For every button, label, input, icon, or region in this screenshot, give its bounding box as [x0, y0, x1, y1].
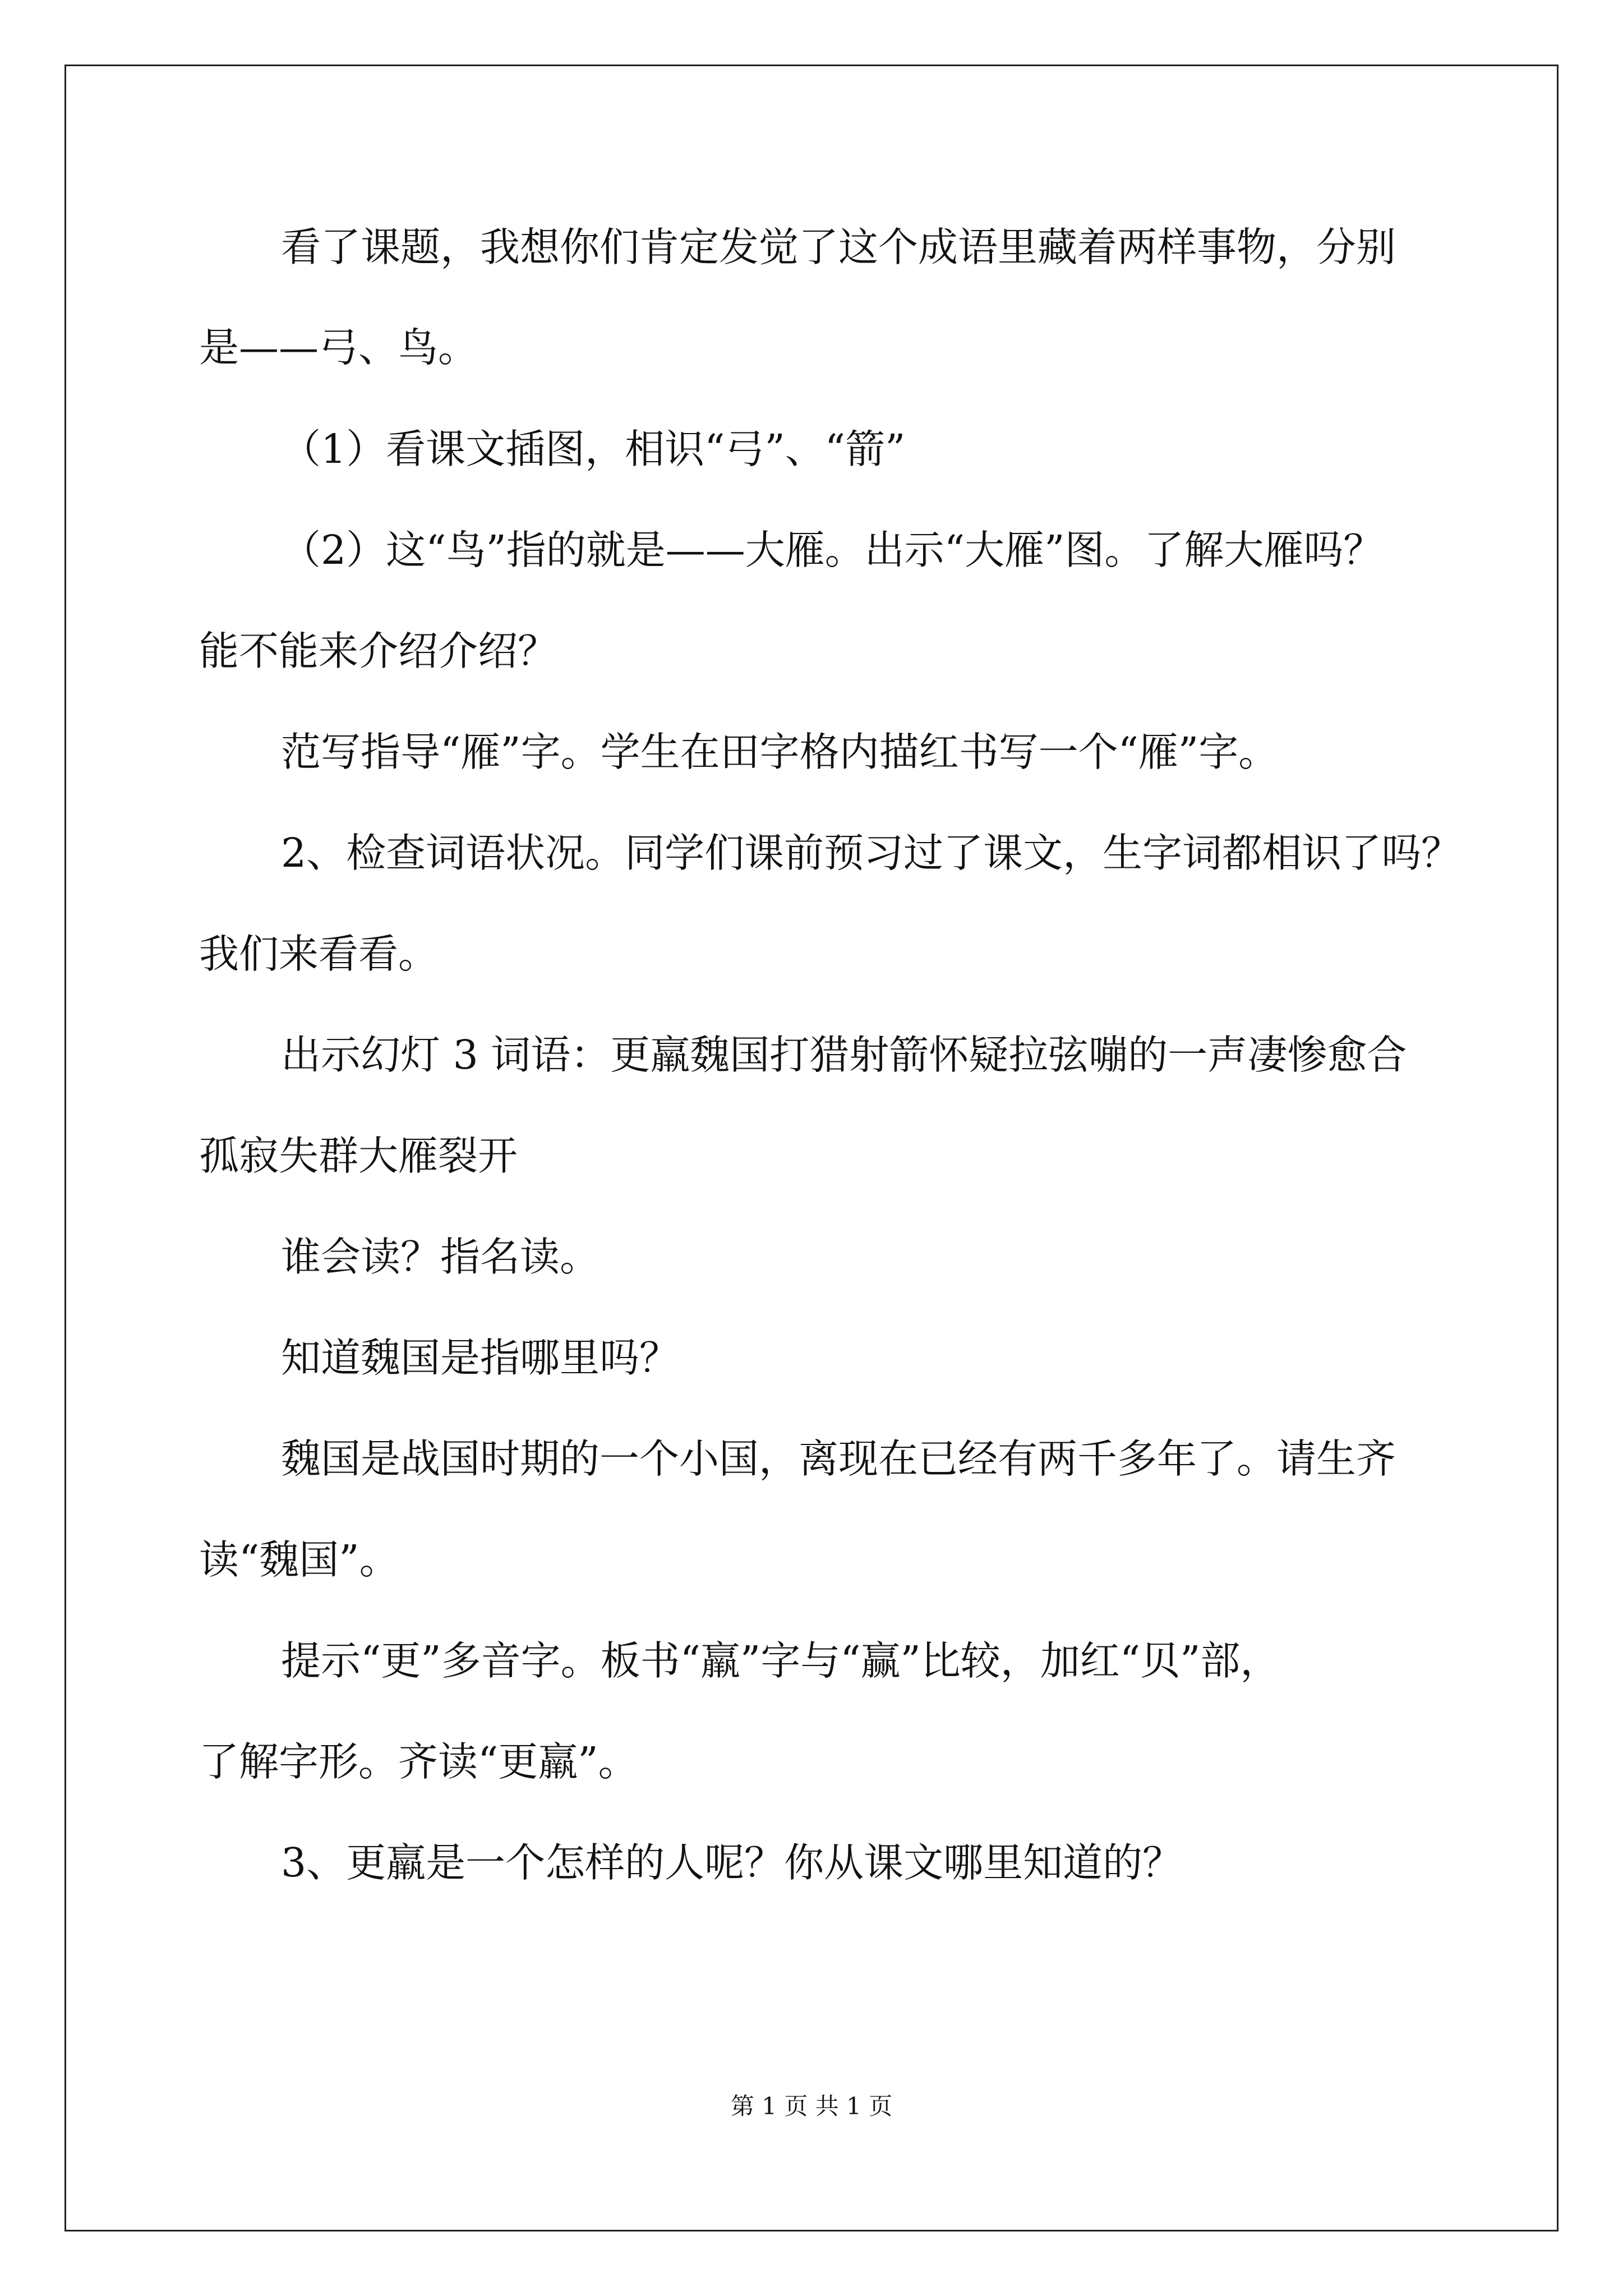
- paragraph-line: 孤寂失群大雁裂开: [199, 1133, 518, 1179]
- paragraph-line: （2）这“鸟”指的就是——大雁。出示“大雁”图。了解大雁吗？: [281, 527, 1384, 573]
- paragraph-line: 是——弓、鸟。: [199, 324, 478, 371]
- paragraph-line: 提示“更”多音字。板书“羸”字与“赢”比较，加红“贝”部，: [281, 1637, 1280, 1684]
- paragraph-line: 能不能来介绍介绍？: [199, 628, 558, 674]
- page-footer: 第 1 页 共 1 页: [730, 2092, 893, 2120]
- paragraph-line: 3、更羸是一个怎样的人呢？你从课文哪里知道的？: [281, 1839, 1183, 1886]
- paragraph-line: （1）看课文插图，相识“弓”、“箭”: [281, 426, 906, 472]
- paragraph-line: 谁会读？指名读。: [281, 1234, 600, 1280]
- paragraph-line: 范写指导“雁”字。学生在田字格内描红书写一个“雁”字。: [281, 729, 1279, 775]
- paragraph-line: 出示幻灯 3 词语：更羸魏国打猎射箭怀疑拉弦嘣的一声凄惨愈合: [281, 1032, 1407, 1078]
- paragraph-line: 了解字形。齐读“更羸”。: [199, 1738, 638, 1785]
- paragraph-line: 知道魏国是指哪里吗？: [281, 1335, 680, 1381]
- paragraph-line: 我们来看看。: [199, 931, 439, 977]
- paragraph-line: 魏国是战国时期的一个小国，离现在已经有两千多年了。请生齐: [281, 1435, 1396, 1482]
- paragraph-line: 读“魏国”。: [199, 1536, 399, 1583]
- paragraph-line: 看了课题，我想你们肯定发觉了这个成语里藏着两样事物，分别: [281, 224, 1396, 270]
- paragraph-line: 2、检查词语状况。同学们课前预习过了课文，生字词都相识了吗？: [281, 830, 1461, 876]
